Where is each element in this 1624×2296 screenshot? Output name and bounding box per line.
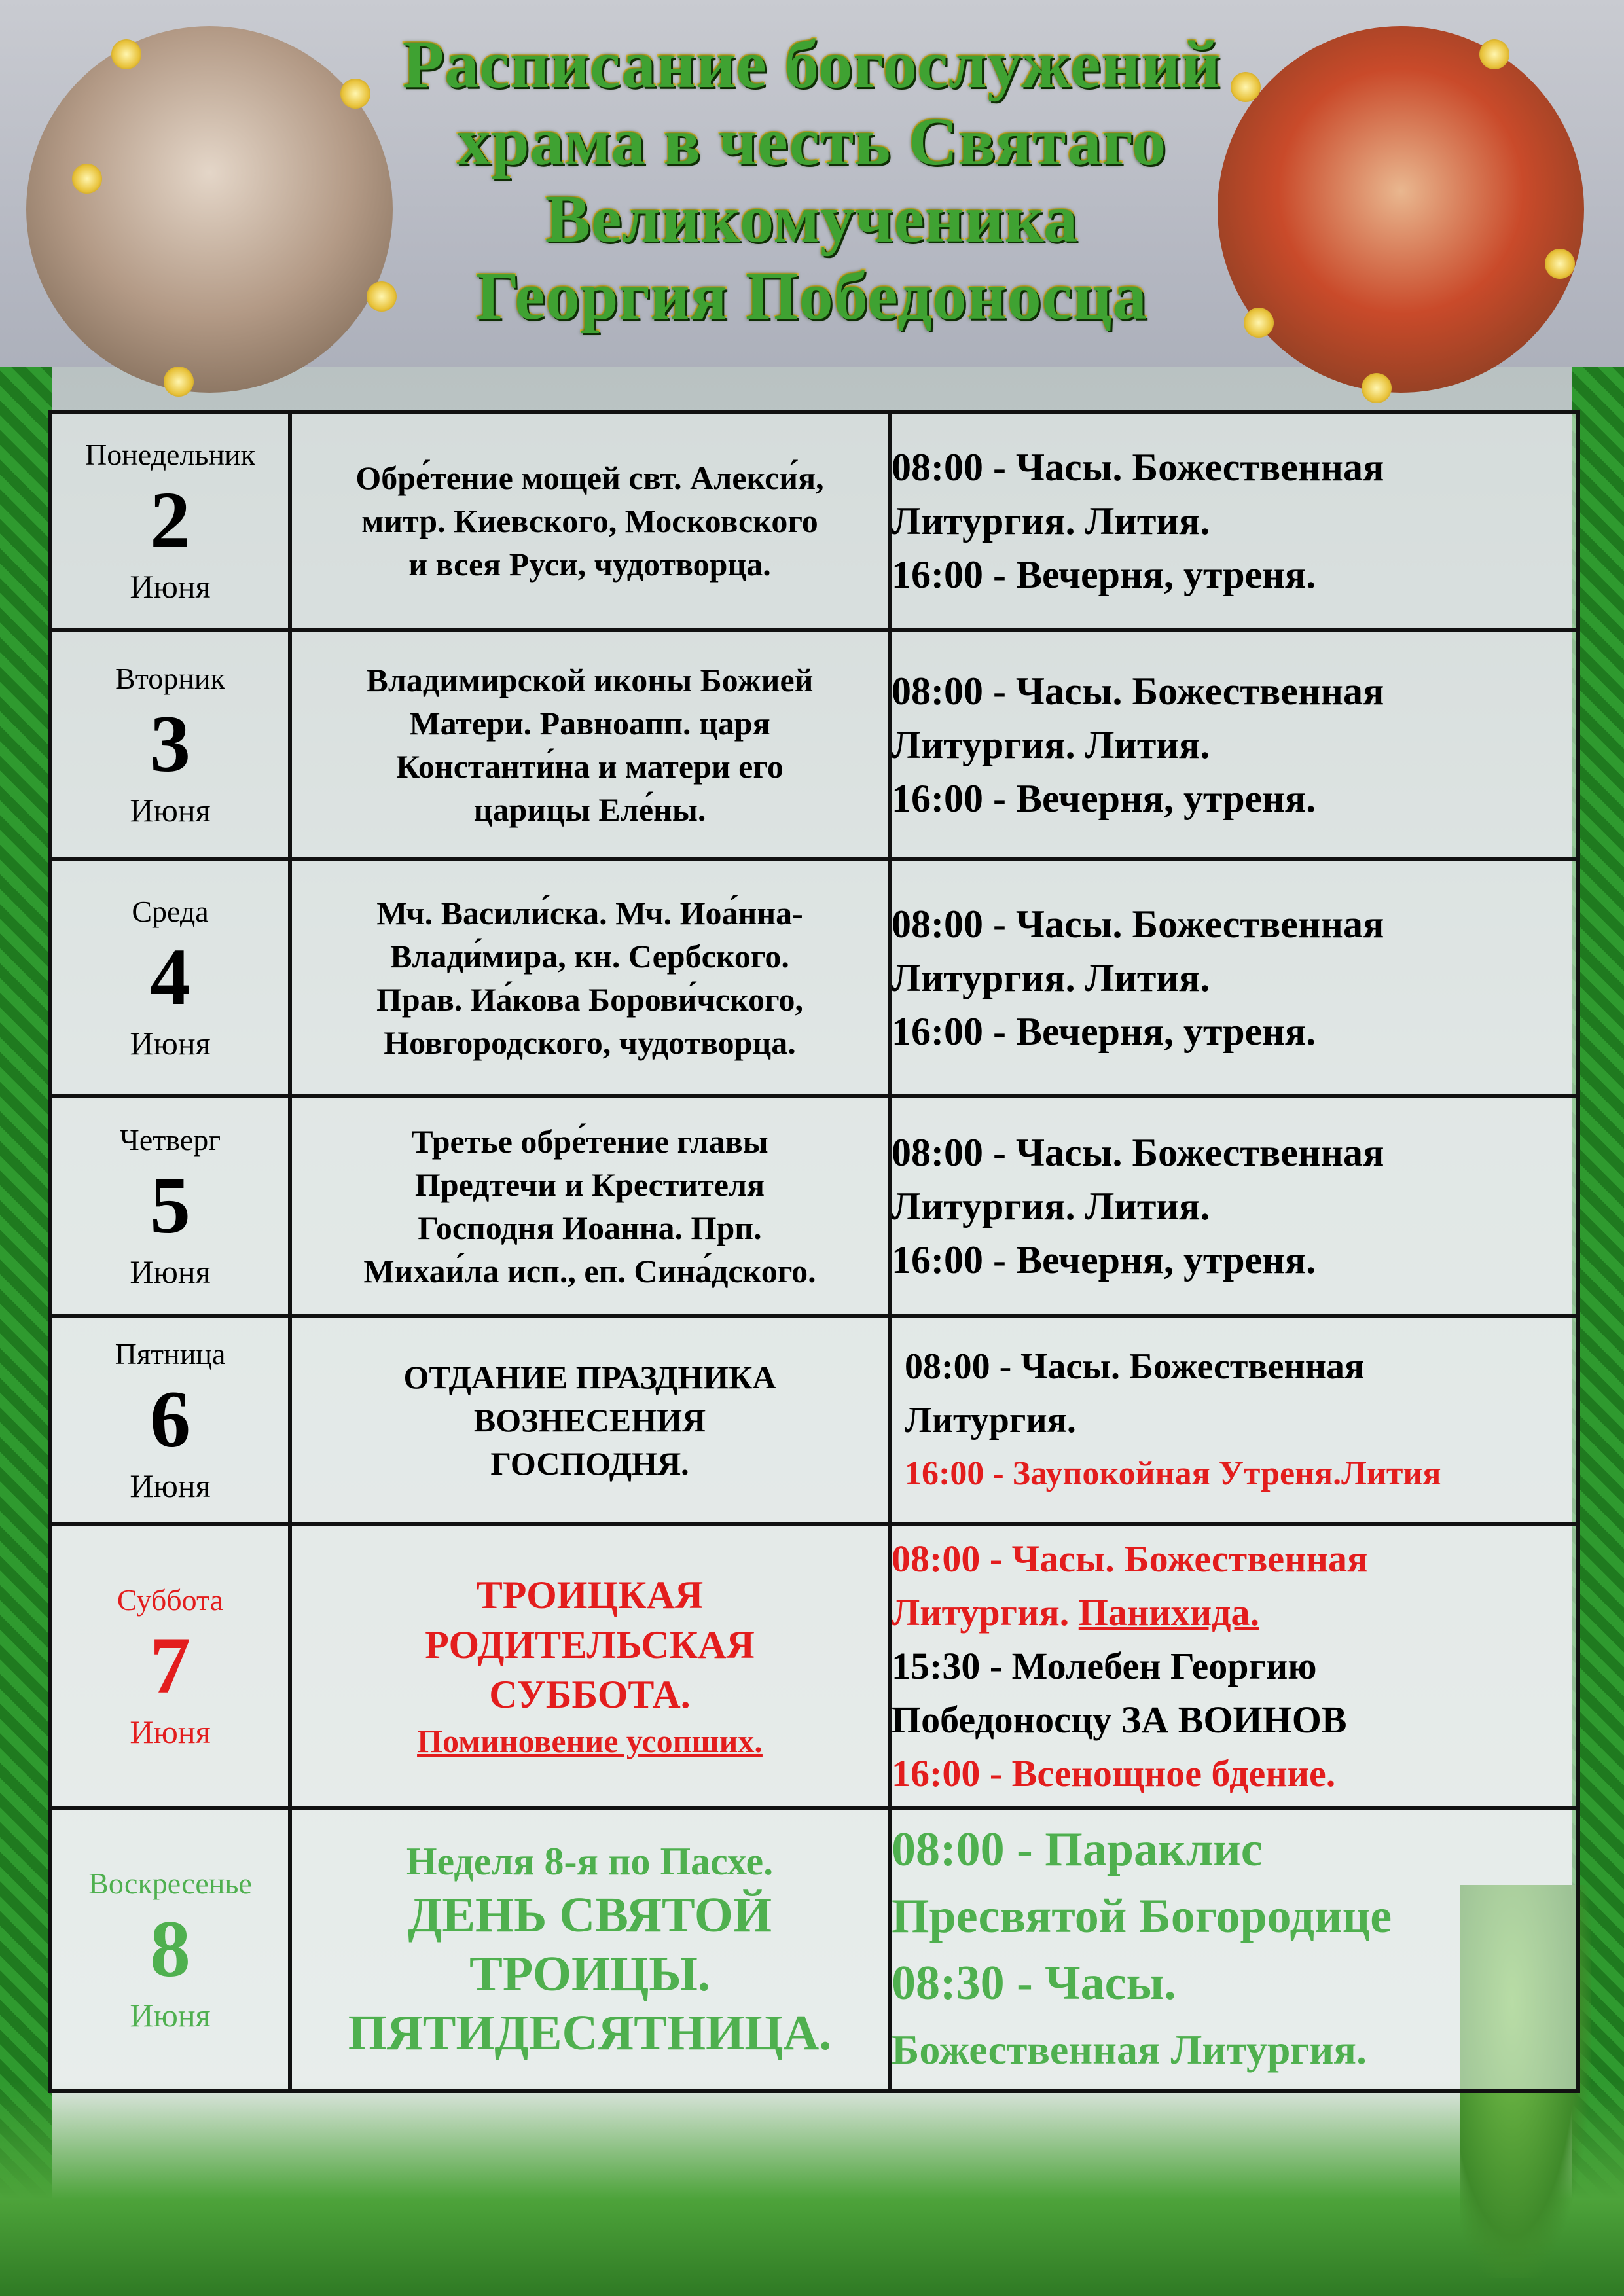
month: Июня	[130, 1253, 211, 1290]
table-row	[50, 1096, 1578, 1316]
feast-line: ГОСПОДНЯ.	[490, 1445, 689, 1482]
service-line	[892, 1586, 1576, 1640]
feast-line: Михаи́ла исп., еп. Сина́дского.	[363, 1253, 816, 1289]
feast-line: ВОЗНЕСЕНИЯ	[473, 1402, 706, 1439]
service-line: 16:00 - Вечерня, утреня.	[892, 553, 1316, 596]
service-line: 08:00 - Часы. Божественная	[892, 446, 1384, 489]
title-line: Георгия Победоносца	[476, 259, 1147, 334]
service-line: Божественная Литургия.	[892, 2026, 1367, 2073]
service-line: 16:00 - Заупокойная Утреня.Лития	[905, 1455, 1441, 1492]
month: Июня	[130, 1467, 211, 1504]
service-text: Панихида.	[1078, 1591, 1259, 1634]
service-line: 08:30 - Часы.	[892, 1956, 1176, 2010]
weekday: Вторник	[115, 662, 225, 695]
services-cell	[890, 1808, 1578, 2091]
feast-cell	[290, 412, 890, 630]
day-number: 3	[150, 699, 190, 789]
feast-line: Владимирской иконы Божией	[366, 662, 814, 698]
feast-note: Поминовение усопших.	[417, 1723, 763, 1759]
saint-george-icon-image	[1218, 26, 1584, 393]
feast-line: Господня Иоанна. Прп.	[418, 1210, 762, 1246]
services-cell	[890, 1524, 1578, 1808]
feast-line: Влади́мира, кн. Сербского.	[390, 938, 789, 975]
title-line: Великомученика	[545, 181, 1079, 257]
weekday: Пятница	[115, 1337, 226, 1371]
weekday: Понедельник	[85, 438, 255, 471]
month: Июня	[130, 1025, 211, 1062]
feast-line: Обре́тение мощей свт. Алекси́я,	[355, 459, 824, 496]
table-row	[50, 630, 1578, 859]
service-line: 08:00 - Часы. Божественная	[892, 1131, 1384, 1174]
service-line: 08:00 - Часы. Божественная	[892, 903, 1384, 946]
grass-decoration	[0, 2081, 1624, 2296]
services-cell	[890, 1096, 1578, 1316]
grape-ornament	[1362, 373, 1392, 403]
month: Июня	[130, 1997, 211, 2034]
grape-ornament	[72, 164, 102, 194]
feast-cell	[290, 1808, 890, 2091]
day-number: 7	[150, 1621, 190, 1710]
grape-ornament	[1545, 249, 1575, 279]
grape-ornament	[1479, 39, 1509, 69]
grape-ornament	[111, 39, 141, 69]
date-cell	[50, 630, 290, 859]
feast-line: РОДИТЕЛЬСКАЯ	[425, 1623, 755, 1666]
feast-line: ТРОИЦЫ.	[469, 1946, 710, 2001]
feast-line: и всея Руси, чудотворца.	[408, 546, 771, 583]
table-row	[50, 1524, 1578, 1808]
feast-subtitle: Неделя 8-я по Пасхе.	[406, 1840, 774, 1883]
day-number: 8	[150, 1904, 190, 1994]
weekday: Четверг	[119, 1123, 221, 1157]
service-line: 15:30 - Молебен Георгию	[892, 1645, 1317, 1687]
date-cell	[50, 1096, 290, 1316]
services-cell	[890, 412, 1578, 630]
day-number: 4	[150, 932, 190, 1022]
feast-line: ПЯТИДЕСЯТНИЦА.	[348, 2005, 832, 2060]
service-line: 16:00 - Всенощное бдение.	[892, 1752, 1336, 1795]
feast-cell	[290, 1524, 890, 1808]
feast-cell	[290, 859, 890, 1096]
feast-line: Константи́на и матери его	[396, 748, 784, 785]
date-cell	[50, 859, 290, 1096]
title-line: храма в честь Святаго	[456, 104, 1167, 179]
service-line: 08:00 - Часы. Божественная	[892, 670, 1384, 713]
service-text: Литургия.	[892, 1591, 1079, 1634]
feast-line: ОТДАНИЕ ПРАЗДНИКА	[403, 1359, 776, 1395]
feast-line: ТРОИЦКАЯ	[476, 1573, 704, 1617]
date-cell	[50, 1524, 290, 1808]
feast-cell	[290, 1096, 890, 1316]
grape-ornament	[164, 367, 194, 397]
day-number: 2	[150, 475, 190, 565]
month: Июня	[130, 792, 211, 829]
services-cell	[890, 859, 1578, 1096]
feast-line: Матери. Равноапп. царя	[409, 705, 770, 742]
feast-line: царицы Еле́ны.	[473, 791, 706, 828]
title-line: Расписание богослужений	[402, 27, 1221, 102]
schedule-table	[48, 410, 1580, 2093]
table-row	[50, 1316, 1578, 1524]
feast-cell	[290, 1316, 890, 1524]
ornament-border-left	[0, 367, 52, 2296]
service-line: Победоносцу ЗА ВОИНОВ	[892, 1698, 1347, 1741]
feast-line: СУББОТА.	[489, 1673, 691, 1716]
services-cell	[890, 630, 1578, 859]
month: Июня	[130, 568, 211, 605]
service-line: Литургия. Лития.	[892, 1185, 1210, 1228]
service-line: Литургия. Лития.	[892, 723, 1210, 766]
date-cell	[50, 1808, 290, 2091]
table-row	[50, 412, 1578, 630]
feast-line: Третье обре́тение главы	[411, 1123, 768, 1160]
service-line: 16:00 - Вечерня, утреня.	[892, 777, 1316, 820]
service-line: 16:00 - Вечерня, утреня.	[892, 1238, 1316, 1282]
service-line: 16:00 - Вечерня, утреня.	[892, 1010, 1316, 1053]
weekday: Суббота	[117, 1583, 224, 1617]
page-title	[367, 26, 1257, 335]
weekday: Среда	[132, 895, 209, 928]
feast-line: Новгородского, чудотворца.	[384, 1024, 796, 1061]
service-line: Пресвятой Богородице	[892, 1890, 1392, 1943]
service-line: Литургия. Лития.	[892, 956, 1210, 999]
table-row	[50, 1808, 1578, 2091]
feast-line: митр. Киевского, Московского	[361, 503, 818, 539]
feast-line: Прав. Иа́кова Борови́чского,	[376, 981, 803, 1018]
date-cell	[50, 1316, 290, 1524]
service-line: 08:00 - Часы. Божественная	[892, 1537, 1368, 1580]
feast-line: ДЕНЬ СВЯТОЙ	[408, 1888, 772, 1943]
service-line: 08:00 - Часы. Божественная	[905, 1346, 1365, 1387]
church-photo	[26, 26, 393, 393]
date-cell	[50, 412, 290, 630]
weekday: Воскресенье	[88, 1867, 252, 1900]
feast-line: Предтечи и Крестителя	[414, 1166, 765, 1203]
day-number: 5	[150, 1160, 190, 1250]
service-line: Литургия. Лития.	[892, 499, 1210, 543]
service-line: Литургия.	[905, 1400, 1076, 1441]
day-number: 6	[150, 1374, 190, 1464]
table-row	[50, 859, 1578, 1096]
feast-cell	[290, 630, 890, 859]
service-line: 08:00 - Параклис	[892, 1823, 1263, 1876]
month: Июня	[130, 1713, 211, 1750]
feast-line: Мч. Васили́ска. Мч. Иоа́нна-	[376, 895, 803, 931]
services-cell	[890, 1316, 1578, 1524]
